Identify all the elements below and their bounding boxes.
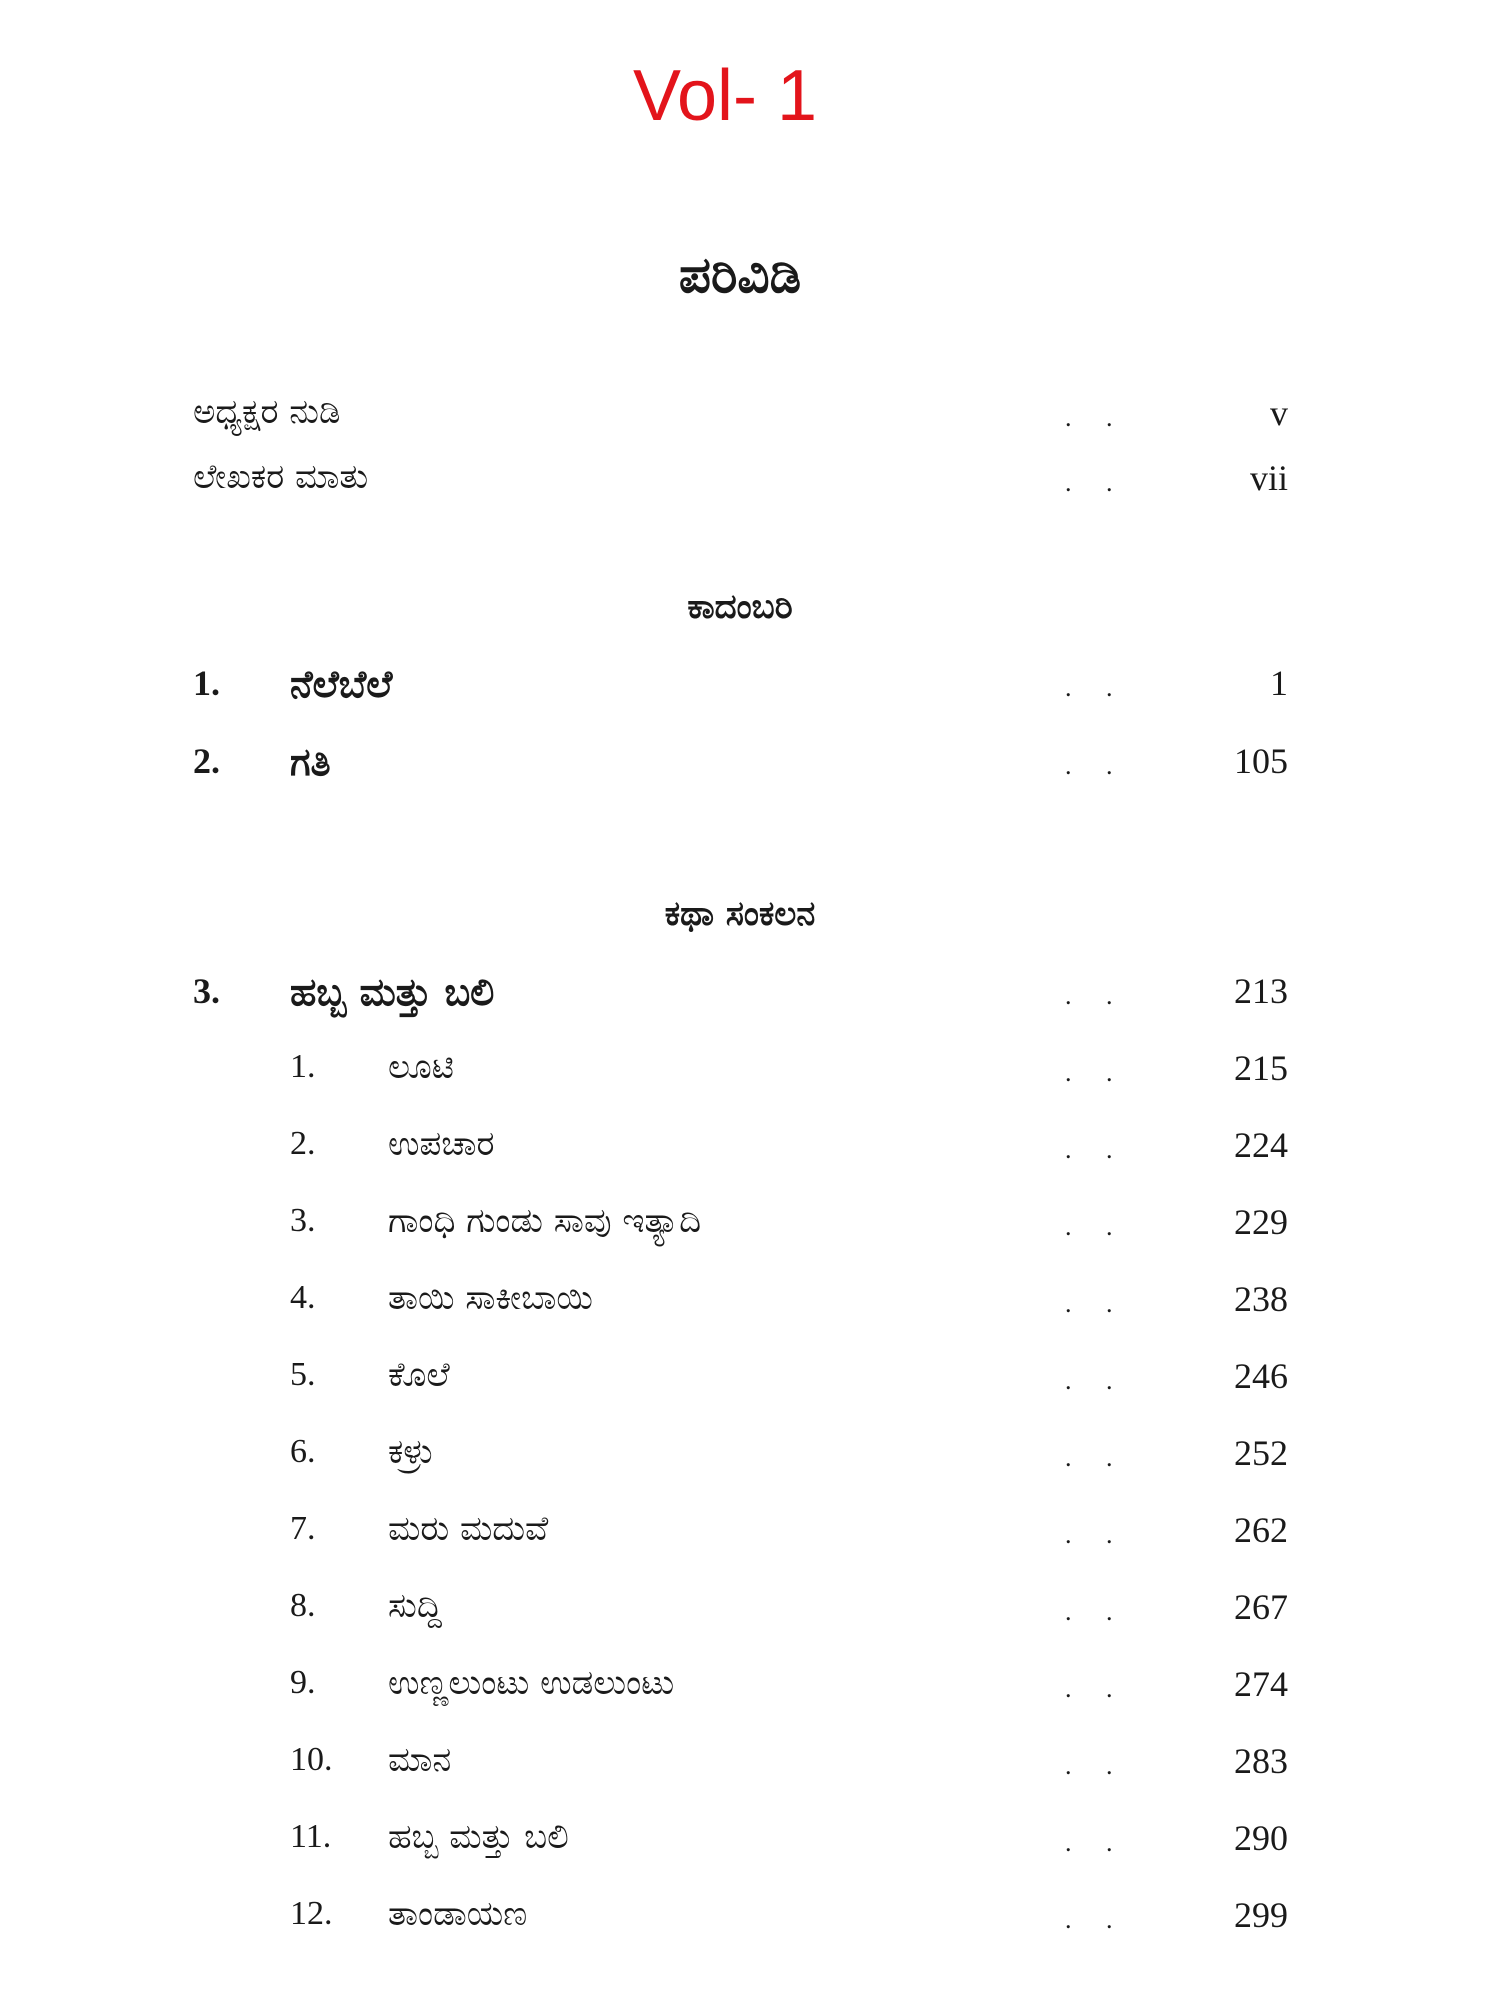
toc-leader-dots: . .: [1065, 468, 1127, 497]
toc-row-collection: [0, 970, 1500, 1023]
toc-page-number: 238: [1234, 1279, 1288, 1319]
toc-title: ಹಬ್ಬ ಮತ್ತು ಬಲಿ: [388, 1817, 569, 1857]
toc-number: 6.: [290, 1433, 316, 1470]
toc-leader-dots: . .: [1065, 1289, 1127, 1318]
toc-row-story: [0, 1201, 1500, 1254]
toc-number: 8.: [290, 1587, 316, 1624]
toc-number: 3.: [290, 1202, 316, 1239]
toc-leader-dots: . .: [1065, 1520, 1127, 1549]
toc-number: 11.: [290, 1818, 332, 1855]
toc-leader-dots: . .: [1065, 1443, 1127, 1472]
toc-page-number: 229: [1234, 1202, 1288, 1242]
toc-number: 10.: [290, 1741, 333, 1778]
toc-title: ನೆಲೆಬೆಲೆ: [290, 662, 393, 706]
toc-page-number: vii: [1249, 458, 1288, 498]
toc-leader-dots: . .: [1065, 1828, 1127, 1857]
toc-title: ಕಳ್ರು: [388, 1432, 435, 1472]
toc-row-story: [0, 1278, 1500, 1331]
toc-number: 1.: [193, 663, 220, 703]
toc-leader-dots: . .: [1065, 1597, 1127, 1626]
toc-leader-dots: . .: [1065, 403, 1127, 432]
toc-title: ತಾಂಡಾಯಣ: [388, 1894, 528, 1934]
toc-row-story: [0, 1047, 1500, 1100]
toc-title: ಹಬ್ಬ ಮತ್ತು ಬಲಿ: [290, 970, 495, 1014]
toc-title: ಲೇಖಕರ ಮಾತು: [193, 457, 369, 497]
toc-page-number: 1: [1270, 663, 1288, 703]
section-heading-novels: ಕಾದಂಬರಿ: [687, 587, 793, 627]
toc-leader-dots: . .: [1065, 1751, 1127, 1780]
toc-title: ಮಾನ: [388, 1740, 452, 1780]
toc-number: 7.: [290, 1510, 316, 1547]
toc-number: 5.: [290, 1356, 316, 1393]
toc-page-number: 267: [1234, 1587, 1288, 1627]
page-title: ಪರಿವಿಡಿ: [678, 246, 802, 304]
toc-title: ಉಣ್ಣಲುಂಟು ಉಡಲುಂಟು: [388, 1663, 675, 1703]
toc-title: ಗಾಂಧಿ ಗುಂಡು ಸಾವು ಇತ್ಯಾದಿ: [388, 1201, 702, 1241]
toc-leader-dots: . .: [1065, 1366, 1127, 1395]
toc-page-number: 105: [1234, 741, 1288, 781]
toc-page-number: 290: [1234, 1818, 1288, 1858]
toc-page-number: 283: [1234, 1741, 1288, 1781]
toc-row-story: [0, 1355, 1500, 1408]
toc-leader-dots: . .: [1065, 981, 1127, 1010]
toc-number: 2.: [193, 741, 220, 781]
toc-title: ಸುದ್ದಿ: [388, 1586, 442, 1626]
toc-row-story: [0, 1432, 1500, 1485]
toc-page-number: 246: [1234, 1356, 1288, 1396]
toc-page-number: 224: [1234, 1125, 1288, 1165]
toc-row-story: [0, 1124, 1500, 1177]
toc-row-novel-2: [0, 740, 1500, 793]
toc-row-story: [0, 1740, 1500, 1793]
toc-leader-dots: . .: [1065, 1905, 1127, 1934]
toc-number: 9.: [290, 1664, 316, 1701]
toc-title: ಅಧ್ಯಕ್ಷರ ನುಡಿ: [193, 392, 341, 432]
toc-page-number: 252: [1234, 1433, 1288, 1473]
toc-page-number: 213: [1234, 971, 1288, 1011]
toc-title: ಗತಿ: [290, 740, 331, 784]
toc-leader-dots: . .: [1065, 1135, 1127, 1164]
toc-row-story: [0, 1663, 1500, 1716]
toc-row-novel-1: [0, 662, 1500, 715]
toc-number: 3.: [193, 971, 220, 1011]
toc-title: ಮರು ಮದುವೆ: [388, 1509, 549, 1549]
toc-page-number: 274: [1234, 1664, 1288, 1704]
toc-number: 4.: [290, 1279, 316, 1316]
toc-leader-dots: . .: [1065, 1674, 1127, 1703]
toc-row-front-2: [0, 457, 1500, 510]
toc-title: ಉಪಚಾರ: [388, 1124, 495, 1164]
toc-title: ಕೊಲೆ: [388, 1355, 450, 1395]
toc-number: 2.: [290, 1125, 316, 1162]
toc-row-story: [0, 1509, 1500, 1562]
section-heading-story-collection: ಕಥಾ ಸಂಕಲನ: [664, 894, 816, 934]
toc-number: 1.: [290, 1048, 316, 1085]
toc-row-front-1: [0, 392, 1500, 445]
toc-row-story: [0, 1817, 1500, 1870]
toc-title: ಲೂಟಿ: [388, 1047, 454, 1087]
toc-page-number: 262: [1234, 1510, 1288, 1550]
toc-leader-dots: . .: [1065, 751, 1127, 780]
toc-number: 12.: [290, 1895, 333, 1932]
toc-page-number: 299: [1234, 1895, 1288, 1935]
toc-page-number: v: [1270, 393, 1288, 433]
volume-label: Vol- 1: [632, 56, 818, 136]
toc-title: ತಾಯಿ ಸಾಕೀಬಾಯಿ: [388, 1278, 593, 1318]
toc-row-story: [0, 1894, 1500, 1947]
toc-leader-dots: . .: [1065, 673, 1127, 702]
toc-leader-dots: . .: [1065, 1058, 1127, 1087]
toc-page-number: 215: [1234, 1048, 1288, 1088]
toc-row-story: [0, 1586, 1500, 1639]
toc-leader-dots: . .: [1065, 1212, 1127, 1241]
